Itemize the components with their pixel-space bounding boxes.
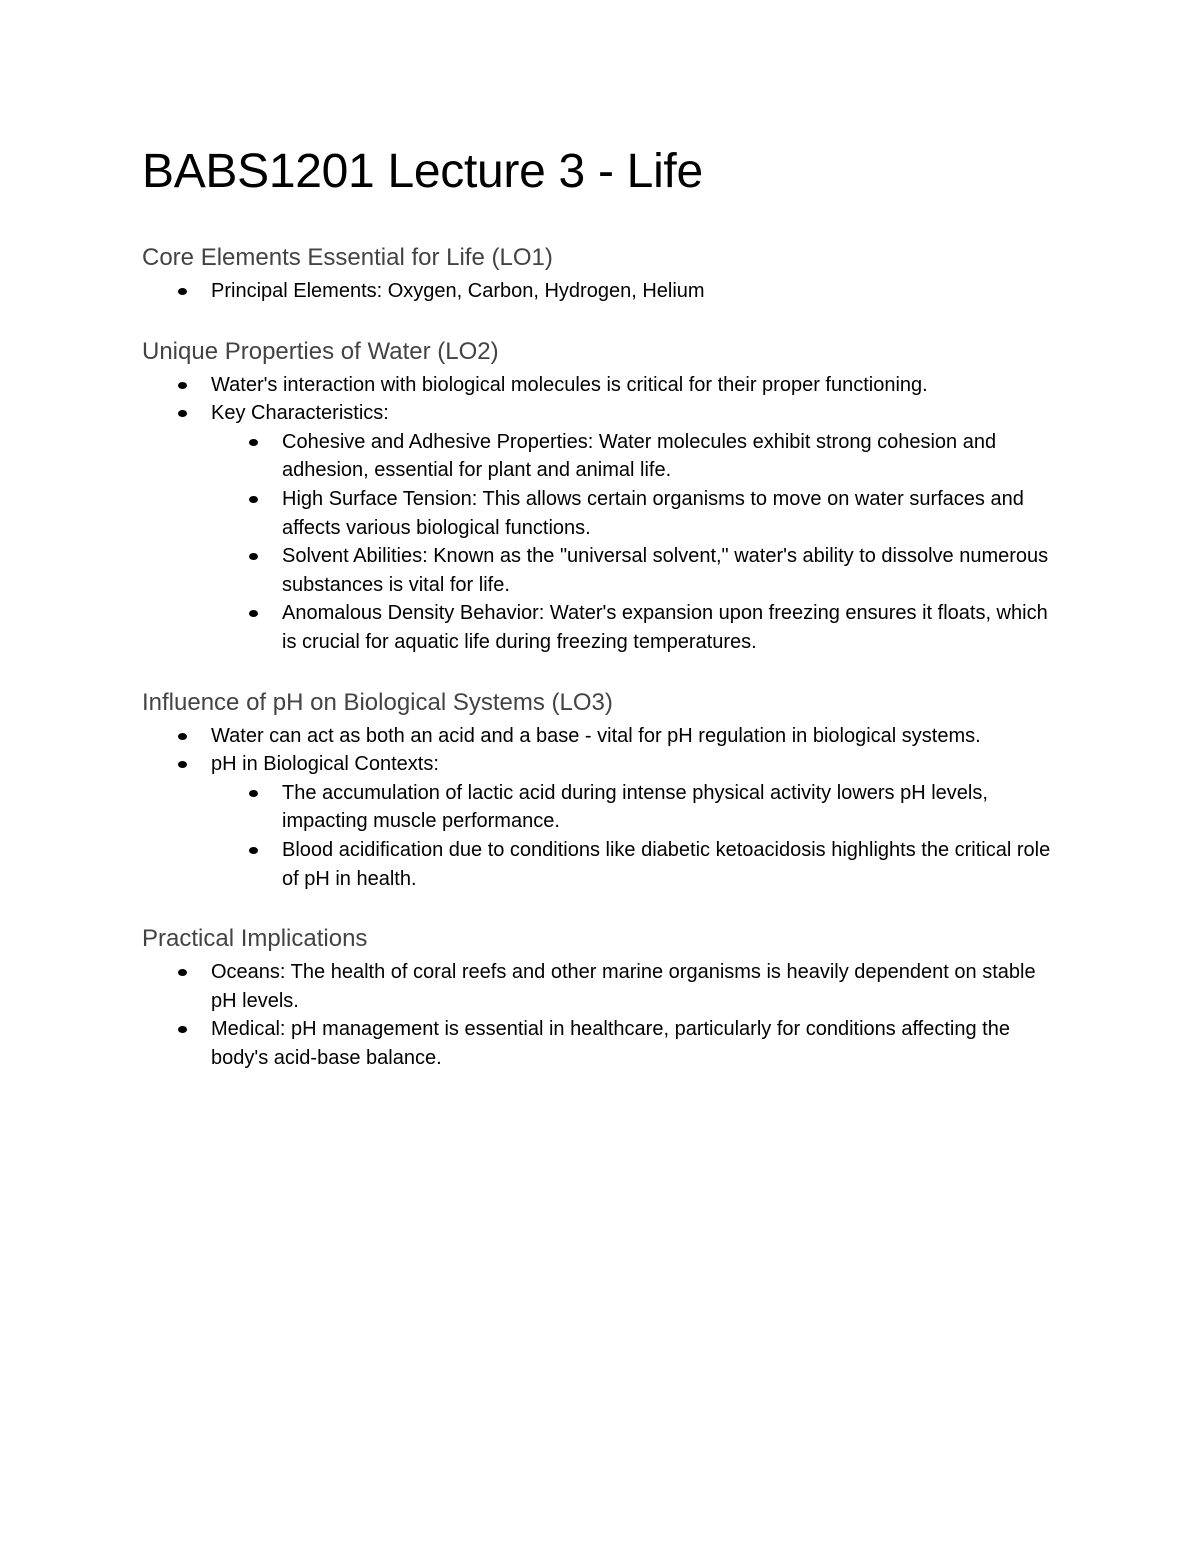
- document-title: BABS1201 Lecture 3 - Life: [142, 145, 703, 198]
- bullet-icon: [178, 288, 187, 295]
- bullet-icon: [249, 790, 258, 797]
- sub-list-item-text: High Surface Tension: This allows certain organisms to move on water surfaces and affects various biological functions.: [282, 487, 1024, 539]
- list-item: [211, 1015, 1062, 1072]
- list-item: [211, 958, 1062, 1015]
- list-item: [211, 399, 1062, 656]
- section-core-elements: [142, 241, 1062, 306]
- bullet-icon: [249, 553, 258, 560]
- list-item-text: Medical: pH management is essential in healthcare, particularly for conditions affecting the body's acid-base balance.: [211, 1018, 1010, 1069]
- sub-list-item: [282, 428, 1062, 485]
- list-item-text: pH in Biological Contexts:: [211, 753, 439, 776]
- list-item: [211, 750, 1062, 893]
- sub-list-item-text: The accumulation of lactic acid during intense physical activity lowers pH levels, impacting muscle performance.: [282, 781, 988, 833]
- bullet-icon: [178, 1026, 187, 1033]
- sub-list-item-text: Blood acidification due to conditions like diabetic ketoacidosis highlights the critical role of pH in health.: [282, 838, 1051, 890]
- section-heading: Core Elements Essential for Life (LO1): [142, 244, 553, 271]
- section-ph-influence: [142, 686, 1062, 894]
- bullet-icon: [178, 761, 187, 768]
- sub-bullet-list: [211, 428, 1062, 657]
- bullet-icon: [178, 733, 187, 740]
- bullet-list: [142, 722, 1062, 894]
- list-item-text: Oceans: The health of coral reefs and other marine organisms is heavily dependent on stable pH levels.: [211, 961, 1036, 1012]
- bullet-icon: [249, 610, 258, 617]
- section-heading: Influence of pH on Biological Systems (LO3): [142, 688, 613, 716]
- sub-list-item-text: Anomalous Density Behavior: Water's expansion upon freezing ensures it floats, which is crucial for aquatic life during freezing temperatures.: [282, 602, 1048, 653]
- sub-list-item: [282, 542, 1062, 599]
- sub-list-item: [282, 779, 1062, 836]
- section-water-properties: [142, 335, 1062, 657]
- bullet-icon: [249, 847, 258, 854]
- bullet-icon: [249, 439, 258, 446]
- sub-list-item: [282, 485, 1062, 542]
- section-practical-implications: [142, 922, 1062, 1072]
- bullet-list: [142, 958, 1062, 1072]
- bullet-list: [142, 277, 1062, 306]
- list-item-text: Key Characteristics:: [211, 402, 389, 425]
- bullet-icon: [249, 496, 258, 503]
- list-item: [211, 371, 1062, 400]
- list-item-text: Principal Elements: Oxygen, Carbon, Hydrogen, Helium: [211, 280, 705, 302]
- bullet-icon: [178, 382, 187, 389]
- sub-list-item-text: Solvent Abilities: Known as the "universal solvent," water's ability to dissolve numerous substances is vital for life.: [282, 545, 1049, 596]
- bullet-icon: [178, 410, 187, 417]
- sub-list-item: [282, 599, 1062, 656]
- section-heading: Unique Properties of Water (LO2): [142, 337, 499, 365]
- sub-bullet-list: [211, 779, 1062, 893]
- sub-list-item: [282, 836, 1062, 893]
- bullet-icon: [178, 969, 187, 976]
- document-page: [142, 140, 1062, 1072]
- bullet-list: [142, 371, 1062, 657]
- sub-list-item-text: Cohesive and Adhesive Properties: Water molecules exhibit strong cohesion and adhesion, essential for plant and animal life.: [282, 430, 997, 482]
- list-item-text: Water's interaction with biological molecules is critical for their proper functioning.: [211, 373, 928, 396]
- list-item: [211, 277, 1062, 306]
- section-heading: Practical Implications: [142, 925, 368, 953]
- list-item-text: Water can act as both an acid and a base - vital for pH regulation in biological systems.: [211, 724, 981, 747]
- list-item: [211, 722, 1062, 751]
